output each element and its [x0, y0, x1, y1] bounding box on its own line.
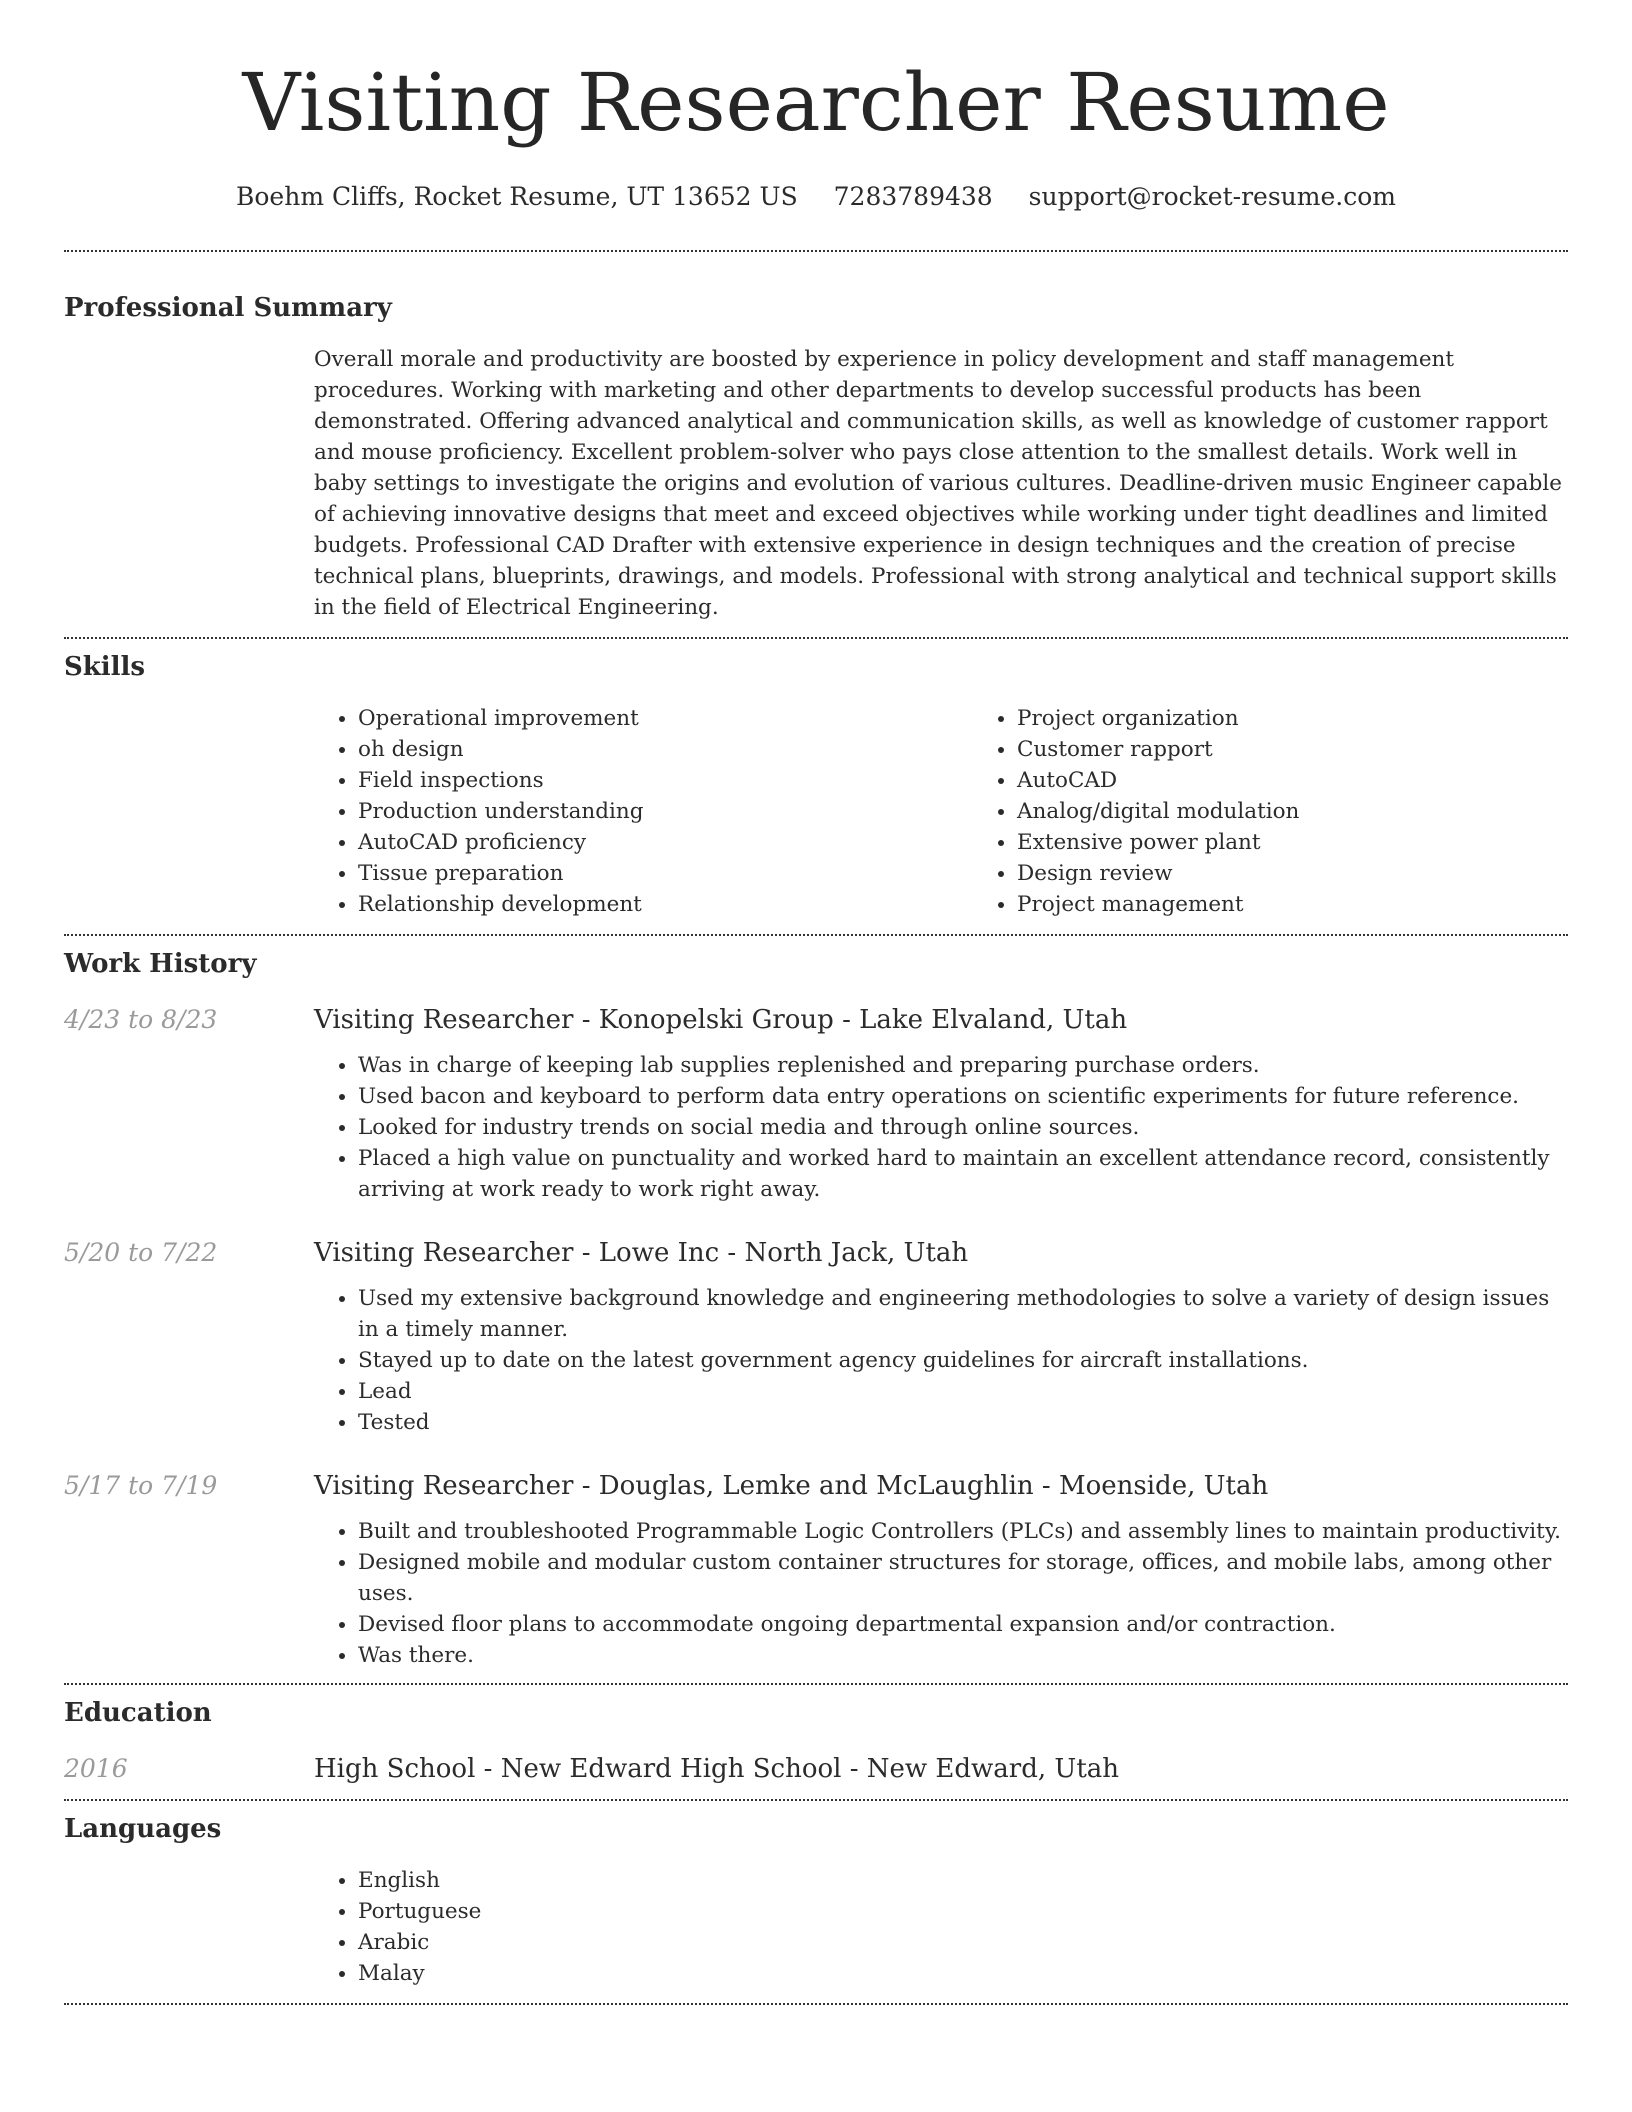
job-title: Visiting Researcher - Douglas, Lemke and McLaughlin - Moenside, Utah — [314, 1471, 1269, 1501]
skill-item: • Project management — [1017, 889, 1632, 920]
job-bullet: • Devised floor plans to accommodate ongoing departmental expansion and/or contraction. — [358, 1609, 1568, 1640]
job-bullet: • Tested — [358, 1407, 1568, 1438]
summary-heading: Professional Summary — [64, 293, 392, 323]
skills-list-right — [973, 703, 1632, 920]
education-title: High School - New Edward High School - New Edward, Utah — [314, 1754, 1120, 1784]
languages-heading: Languages — [64, 1814, 222, 1844]
languages-content — [314, 1865, 1568, 2003]
skills-heading: Skills — [64, 652, 146, 682]
job-bullet: • Was in charge of keeping lab supplies replenished and preparing purchase orders. — [358, 1050, 1568, 1081]
languages-section — [64, 1801, 1568, 2003]
skill-item: • Production understanding — [358, 796, 973, 827]
skill-item: • Operational improvement — [358, 703, 973, 734]
summary-text: Overall morale and productivity are boosted by experience in policy development and staff management procedures. Working with marketing and other departments to develop successful products has been demonstrated. Offering advanced analytical and communication skills, as well as knowledge of customer rapport and mouse proficiency. Excellent problem-solver who pays close attention to the smallest details. Work well in baby settings to investigate the origins and evolution of various cultures. Deadline-driven music Engineer capable of achieving innovative designs that meet and exceed objectives while working under tight deadlines and limited budgets. Professional CAD Drafter with extensive experience in design techniques and the creation of precise technical plans, blueprints, drawings, and models. Professional with strong analytical and technical support skills in the field of Electrical Engineering. — [314, 347, 1562, 620]
skill-item: • Field inspections — [358, 765, 973, 796]
divider — [64, 2003, 1568, 2005]
summary-section — [64, 252, 1568, 637]
education-date: 2016 — [64, 1754, 128, 1783]
job-bullet: • Lead — [358, 1376, 1568, 1407]
contact-line — [64, 180, 1568, 214]
language-item: • Arabic — [358, 1927, 1568, 1958]
language-item: • Malay — [358, 1958, 1568, 1989]
skill-item: • Tissue preparation — [358, 858, 973, 889]
contact-address: Boehm Cliffs, Rocket Resume, UT 13652 US — [236, 182, 798, 211]
resume-title: Visiting Researcher Resume — [242, 56, 1390, 149]
skill-item: • Design review — [1017, 858, 1632, 889]
job-bullet: • Designed mobile and modular custom container structures for storage, offices, and mobile labs, among other uses. — [358, 1547, 1568, 1609]
skill-item: • Customer rapport — [1017, 734, 1632, 765]
job-dates: 5/20 to 7/22 — [64, 1238, 218, 1267]
job-bullet: • Built and troubleshooted Programmable Logic Controllers (PLCs) and assembly lines to maintain productivity. — [358, 1516, 1568, 1547]
job-title: Visiting Researcher - Lowe Inc - North Jack, Utah — [314, 1238, 969, 1268]
job-body — [314, 1050, 1568, 1205]
job-bullets — [314, 1283, 1568, 1438]
job-bullet: • Looked for industry trends on social media and through online sources. — [358, 1112, 1568, 1143]
job-bullets — [314, 1050, 1568, 1205]
job-entry — [64, 1468, 1568, 1683]
contact-email: support@rocket-resume.com — [1028, 182, 1396, 211]
skill-item: • Relationship development — [358, 889, 973, 920]
skills-section — [64, 639, 1568, 934]
education-entry — [64, 1751, 1568, 1799]
language-item: • Portuguese — [358, 1896, 1568, 1927]
summary-content — [314, 344, 1568, 637]
job-dates: 5/17 to 7/19 — [64, 1471, 218, 1500]
job-title: Visiting Researcher - Konopelski Group - Lake Elvaland, Utah — [314, 1005, 1128, 1035]
skill-item: • oh design — [358, 734, 973, 765]
skill-item: • AutoCAD proficiency — [358, 827, 973, 858]
job-entry — [64, 1235, 1568, 1438]
skill-item: • AutoCAD — [1017, 765, 1632, 796]
job-bullet: • Used my extensive background knowledge and engineering methodologies to solve a variety of design issues in a timely manner. — [358, 1283, 1568, 1345]
job-body — [314, 1283, 1568, 1438]
skills-list-left — [314, 703, 973, 920]
languages-list — [314, 1865, 1568, 1989]
education-section — [64, 1685, 1568, 1799]
skill-item: • Analog/digital modulation — [1017, 796, 1632, 827]
work-heading: Work History — [64, 949, 257, 979]
job-body — [314, 1516, 1568, 1671]
job-entry — [64, 1002, 1568, 1205]
job-bullet: • Placed a high value on punctuality and worked hard to maintain an excellent attendance record, consistently arriving at work ready to work right away. — [358, 1143, 1568, 1205]
job-bullet: • Was there. — [358, 1640, 1568, 1671]
job-dates: 4/23 to 8/23 — [64, 1005, 218, 1034]
job-bullets — [314, 1516, 1568, 1671]
skill-item: • Extensive power plant — [1017, 827, 1632, 858]
job-bullet: • Used bacon and keyboard to perform data entry operations on scientific experiments for future reference. — [358, 1081, 1568, 1112]
education-heading: Education — [64, 1698, 212, 1728]
work-section — [64, 936, 1568, 1683]
language-item: • English — [358, 1865, 1568, 1896]
skill-item: • Project organization — [1017, 703, 1632, 734]
contact-phone: 7283789438 — [833, 182, 993, 211]
skills-grid — [314, 703, 1568, 934]
job-bullet: • Stayed up to date on the latest government agency guidelines for aircraft installations. — [358, 1345, 1568, 1376]
